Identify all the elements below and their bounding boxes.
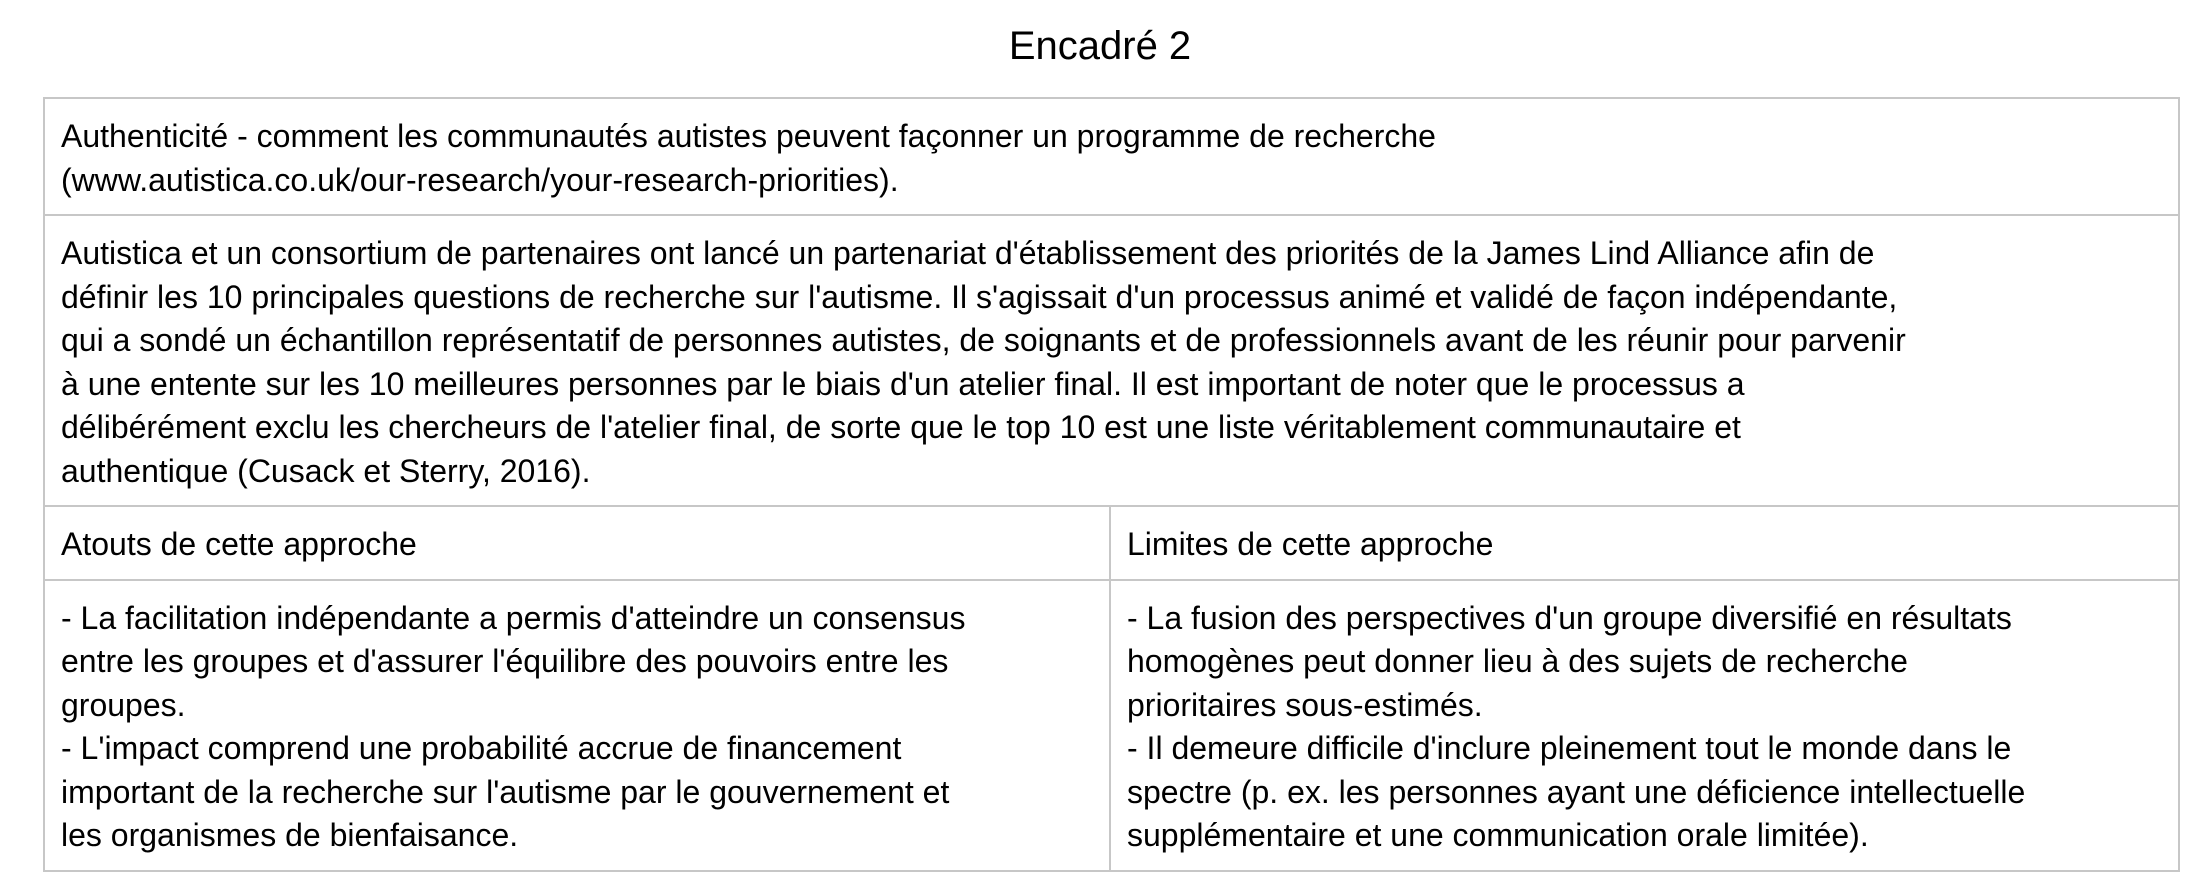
limitations-cell	[1110, 580, 2179, 871]
limitations-line: homogènes peut donner lieu à des sujets de recherche	[1127, 643, 1908, 679]
description-line: à une entente sur les 10 meilleures personnes par le biais d'un atelier final. Il est important de noter que le processus a	[61, 365, 1745, 402]
limitations-line: - La fusion des perspectives d'un groupe diversifié en résultats	[1127, 599, 2012, 636]
description-cell	[44, 215, 2179, 506]
strengths-cell	[44, 580, 1110, 871]
limitations-line: supplémentaire et une communication orale limitée).	[1127, 817, 1869, 853]
limitations-header: Limites de cette approche	[1110, 506, 2179, 580]
limitations-line: - Il demeure difficile d'inclure pleinement tout le monde dans le	[1127, 730, 2012, 766]
heading-line: Authenticité - comment les communautés autistes peuvent façonner un programme de recherche	[61, 118, 1436, 154]
column-header-row	[44, 506, 2179, 580]
description-line: authentique (Cusack et Sterry, 2016).	[61, 452, 591, 489]
description-line: définir les 10 principales questions de recherche sur l'autisme. Il s'agissait d'un processus animé et validé de façon indépendante,	[61, 278, 1898, 315]
description-line: qui a sondé un échantillon représentatif de personnes autistes, de soignants et de professionnels avant de les réunir pour parvenir	[61, 322, 1906, 358]
strengths-line: groupes.	[61, 686, 186, 723]
heading-link-line: (www.autistica.co.uk/our-research/your-research-priorities).	[61, 161, 899, 198]
heading-cell	[44, 98, 2179, 215]
description-line: délibérément exclu les chercheurs de l'atelier final, de sorte que le top 10 est une liste véritablement communautaire et	[61, 409, 1741, 445]
limitations-line: prioritaires sous-estimés.	[1127, 686, 1483, 723]
strengths-line: - La facilitation indépendante a permis d'atteindre un consensus	[61, 599, 966, 636]
description-line: Autistica et un consortium de partenaires ont lancé un partenariat d'établissement des priorités de la James Lind Alliance afin de	[61, 235, 1875, 271]
content-row	[44, 580, 2179, 871]
description-row	[44, 215, 2179, 506]
box-table	[43, 97, 2180, 872]
strengths-header: Atouts de cette approche	[44, 506, 1110, 580]
heading-row	[44, 98, 2179, 215]
strengths-line: important de la recherche sur l'autisme par le gouvernement et	[61, 773, 950, 810]
strengths-line: entre les groupes et d'assurer l'équilibre des pouvoirs entre les	[61, 643, 949, 679]
page-title: Encadré 2	[1008, 24, 1192, 68]
limitations-line: spectre (p. ex. les personnes ayant une déficience intellectuelle	[1127, 773, 2026, 810]
strengths-line: les organismes de bienfaisance.	[61, 817, 519, 853]
strengths-line: - L'impact comprend une probabilité accrue de financement	[61, 730, 902, 766]
